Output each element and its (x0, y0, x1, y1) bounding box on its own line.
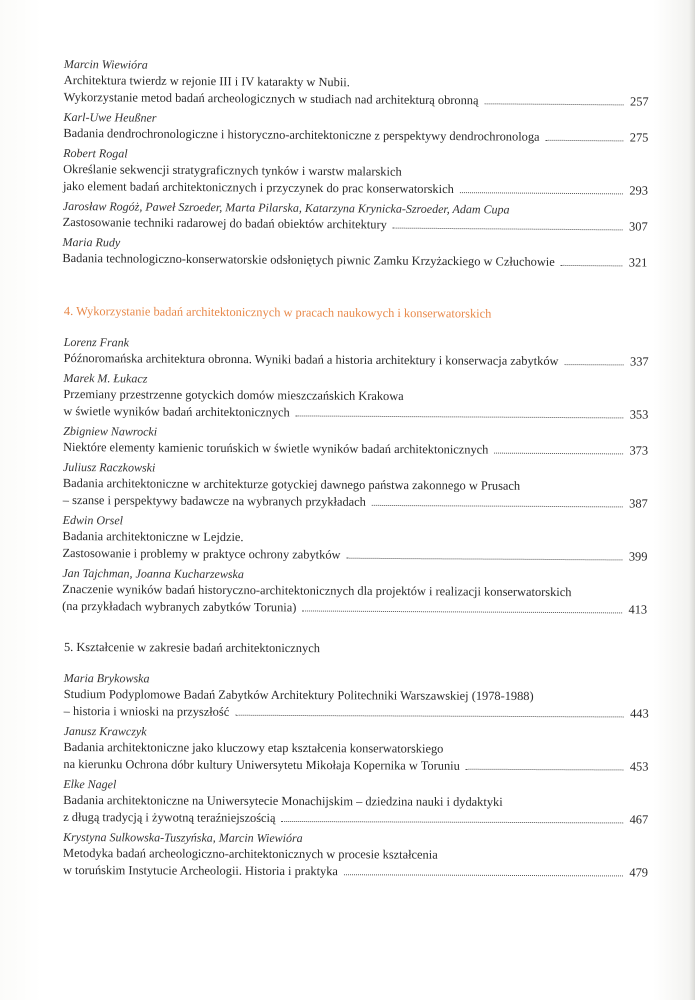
entry-author: Zbigniew Nawrocki (63, 423, 158, 439)
leader-dots (346, 558, 622, 561)
entry-page-number: 373 (629, 443, 649, 458)
leader-dots (466, 769, 624, 771)
leader-dots (302, 610, 622, 613)
entry-title-last-line (64, 89, 649, 111)
entry-title-text: Niektóre elementy kamienic toruńskich w świetle wyników badań architektonicznych (63, 439, 489, 457)
entry-page-number: 257 (630, 94, 649, 109)
entry-title-text: Zastosowanie techniki radarowej do badań obiektów architektury (62, 214, 387, 232)
leader-dots (344, 874, 623, 876)
entry-page-number: 293 (629, 183, 649, 198)
entry-page-number: 321 (628, 255, 648, 270)
entry-title-line: Badania architektoniczne na Uniwersytecie Monachijskim – dziedzina nauki i dydaktyki (63, 792, 503, 809)
entry-title-last-line (63, 862, 648, 882)
entry-title-last-line (63, 403, 648, 424)
toc-entry (62, 512, 647, 566)
toc-section-5 (63, 639, 649, 885)
entry-author: Krystyna Sulkowska-Tuszyńska, Marcin Wiewióra (63, 829, 303, 846)
entry-title-last-line (63, 756, 648, 776)
entry-title-line: Architektura twierdz w rejonie III i IV katarakty w Nubii. (63, 72, 350, 90)
toc-entry (64, 334, 649, 371)
toc-entry (63, 145, 648, 200)
entry-author: Marek M. Łukacz (63, 370, 148, 386)
leader-dots (235, 715, 624, 718)
leader-dots (485, 103, 625, 105)
toc-entry (62, 565, 647, 619)
entry-page-number: 399 (628, 549, 648, 564)
entry-author: Robert Rogal (63, 145, 128, 161)
entry-title-last-line (64, 350, 649, 371)
entry-author: Edwin Orsel (62, 512, 124, 528)
entry-title-text: jako element badań architektonicznych i przyczynek do prac konserwatorskich (62, 178, 454, 197)
entry-title-last-line (62, 598, 647, 619)
entry-page-number: 443 (630, 706, 649, 721)
entry-title-last-line (63, 125, 648, 147)
entry-page-number: 307 (629, 219, 648, 234)
entry-title-line: Badania architektoniczne w architekturze gotyckiej dawnego państwa zakonnego w Prusach (62, 475, 521, 493)
entry-title-last-line (63, 214, 648, 236)
entry-author: Jarosław Rogóż, Paweł Szroeder, Marta Pilarska, Katarzyna Krynicka-Szroeder, Adam Cupa (62, 198, 510, 217)
toc-entry (64, 670, 649, 723)
entry-author: Lorenz Frank (63, 334, 130, 350)
toc-entry (63, 109, 648, 147)
entry-title-text: w toruńskim Instytucie Archeologii. Historia i praktyka (62, 862, 338, 879)
entry-title-last-line (64, 703, 649, 723)
entry-title-last-line (63, 178, 648, 200)
toc-entry (63, 370, 648, 424)
entry-page-number: 467 (629, 812, 649, 827)
entry-title-text: – szanse i perspektywy badawcze na wybranych przykładach (62, 492, 366, 509)
toc-section-4 (62, 303, 649, 622)
leader-dots (460, 192, 624, 194)
entry-title-text: w świetle wyników badań architektonicznych (63, 403, 290, 420)
toc-entry (63, 198, 648, 236)
entry-page-number: 479 (629, 865, 649, 880)
entry-title-text: Późnoromańska architektura obronna. Wyniki badań a historia architektury i konserwacja zabytków (63, 350, 559, 369)
entry-title-last-line (63, 492, 648, 513)
entry-page-number: 453 (629, 759, 649, 774)
entry-title-last-line (62, 250, 647, 272)
leader-dots (561, 265, 623, 266)
toc-entry (63, 776, 648, 829)
entry-title-line: Studium Podyplomowe Badań Zabytków Architektury Politechniki Warszawskiej (1978-1988) (63, 686, 534, 704)
leader-dots (372, 505, 623, 508)
toc-entry (63, 723, 648, 776)
entry-author: Jan Tajchman, Joanna Kucharzewska (62, 565, 244, 582)
entry-author: Maria Brykowska (63, 670, 150, 686)
entry-author: Karl-Uwe Heußner (63, 109, 157, 125)
entry-title-text: z długą tradycją i żywotną teraźniejszością (63, 809, 276, 825)
entry-page-number: 337 (630, 354, 649, 369)
entry-page-number: 413 (628, 602, 648, 617)
entry-author: Marcin Wiewióra (63, 56, 148, 72)
entry-title-text: Badania dendrochronologiczne i historyczno-architektoniczne z perspektywy dendrochronologa (63, 125, 540, 144)
leader-dots (393, 228, 623, 231)
entry-author: Janusz Krawczyk (63, 723, 147, 739)
entry-title-line: Badania architektoniczne jako kluczowy etap kształcenia konserwatorskiego (63, 739, 444, 756)
entry-title-text: na kierunku Ochrona dóbr kultury Uniwersytetu Mikołaja Kopernika w Toruniu (63, 756, 460, 773)
leader-dots (546, 140, 624, 142)
toc-entry (63, 829, 648, 882)
entry-author: Maria Rudy (62, 234, 121, 250)
entry-title-last-line (62, 545, 647, 566)
entry-title-text: Badania technologiczno-konserwatorskie odsłoniętych piwnic Zamku Krzyżackiego w Człuchowie (62, 250, 555, 269)
toc-entry (63, 423, 648, 460)
toc-entry (64, 56, 649, 111)
entry-author: Elke Nagel (63, 776, 117, 792)
entry-page-number: 275 (629, 130, 649, 145)
toc-entry (63, 459, 648, 513)
entry-title-last-line (63, 439, 648, 460)
toc-entry (62, 234, 647, 272)
leader-dots (564, 364, 624, 365)
entry-page-number: 353 (629, 407, 649, 422)
leader-dots (296, 415, 624, 418)
entry-title-text: Zastosowanie i problemy w praktyce ochrony zabytków (62, 545, 341, 562)
section-heading: 4. Wykorzystanie badań architektonicznych w pracach naukowych i konserwatorskich (63, 303, 492, 321)
entry-title-text: (na przykładach wybranych zabytków Torunia) (62, 598, 297, 615)
entry-title-line: Przemiany przestrzenne gotyckich domów mieszczańskich Krakowa (63, 386, 404, 404)
entry-title-text: – historia i wnioski na przyszłość (63, 703, 230, 719)
entry-title-text: Wykorzystanie metod badań archeologicznych w studiach nad architekturą obronną (63, 89, 479, 108)
entry-title-last-line (63, 809, 648, 829)
toc-section-continued (62, 56, 649, 275)
section-heading: 5. Kształcenie w zakresie badań architektonicznych (63, 640, 320, 656)
entry-title-line: Określanie sekwencji stratygraficznych tynków i warstw malarskich (63, 161, 402, 179)
entry-page-number: 387 (629, 496, 648, 511)
entry-title-line: Badania architektoniczne w Lejdzie. (62, 528, 244, 545)
leader-dots (494, 453, 623, 455)
entry-title-line: Znaczenie wyników badań historyczno-architektonicznych dla projektów i realizacji konserwatorskich (62, 581, 572, 600)
entry-title-line: Metodyka badań archeologiczno-architektonicznych w procesie kształcenia (63, 845, 438, 862)
entry-author: Juliusz Raczkowski (62, 459, 156, 475)
leader-dots (281, 821, 623, 823)
